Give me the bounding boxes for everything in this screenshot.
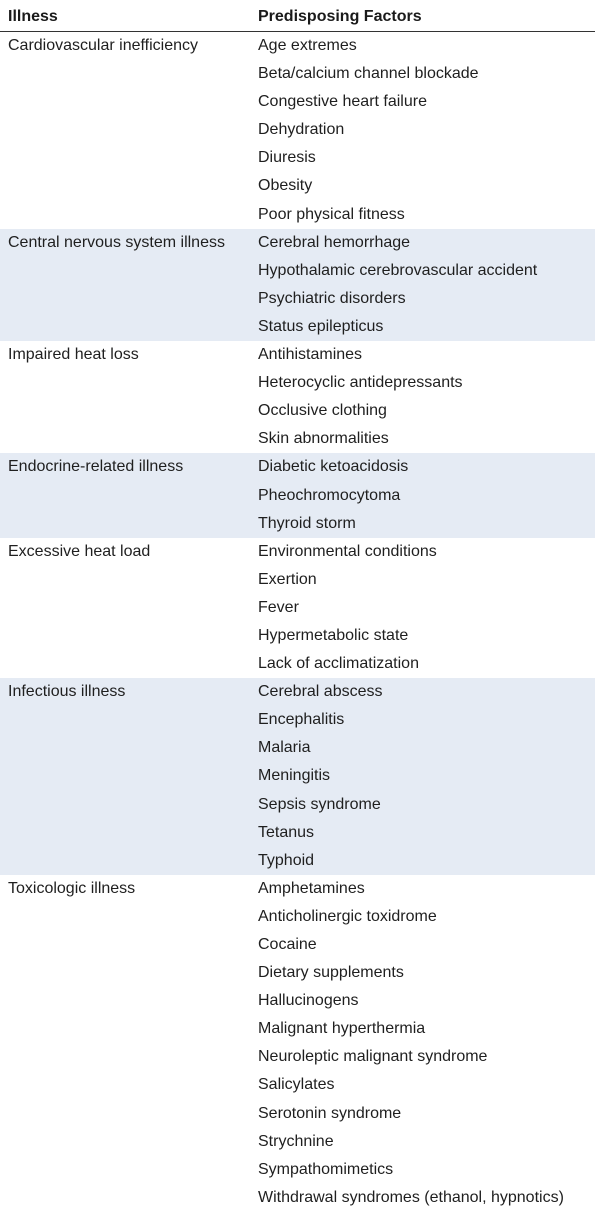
factor-item: Thyroid storm — [258, 514, 356, 532]
factor-item: Serotonin syndrome — [258, 1104, 402, 1122]
factors-cell — [250, 453, 595, 537]
factor-item: Beta/calcium channel blockade — [258, 65, 479, 83]
factor-item: Strychnine — [258, 1132, 334, 1150]
factor-item: Malignant hyperthermia — [258, 1020, 426, 1038]
factor-item: Lack of acclimatization — [258, 655, 419, 673]
factor-item: Hypothalamic cerebrovascular accident — [258, 261, 538, 279]
factor-item: Cocaine — [258, 936, 317, 953]
factor-item: Occlusive clothing — [258, 402, 387, 420]
illness-cell: Toxicologic illness — [8, 879, 136, 897]
illness-cell: Cardiovascular inefficiency — [8, 37, 199, 54]
factor-item: Antihistamines — [258, 346, 363, 364]
factor-item: Obesity — [258, 177, 313, 195]
table-header — [0, 0, 595, 32]
factor-item: Sepsis syndrome — [258, 795, 381, 813]
factor-item: Cerebral hemorrhage — [258, 233, 411, 251]
factors-cell — [250, 32, 595, 229]
factor-item: Heterocyclic antidepressants — [258, 374, 463, 392]
factor-item: Tetanus — [258, 823, 315, 841]
factor-item: Pheochromocytoma — [258, 486, 401, 504]
table-row-group — [0, 538, 595, 678]
factor-item: Skin abnormalities — [258, 430, 389, 448]
factor-item: Malaria — [258, 739, 311, 757]
illness-cell: Impaired heat loss — [8, 346, 139, 364]
illness-cell: Infectious illness — [8, 683, 126, 701]
factor-item: Neuroleptic malignant syndrome — [258, 1048, 488, 1066]
factor-item: Dehydration — [258, 121, 345, 139]
factor-item: Poor physical fitness — [258, 205, 405, 223]
factors-cell — [250, 538, 595, 678]
factor-item: Typhoid — [258, 851, 315, 869]
factor-item: Environmental conditions — [258, 542, 437, 560]
factor-item: Hypermetabolic state — [258, 626, 409, 644]
factor-item: Encephalitis — [258, 711, 345, 729]
table-row-group — [0, 678, 595, 875]
factor-item: Diabetic ketoacidosis — [258, 458, 409, 476]
table-row-group — [0, 875, 595, 1212]
factor-item: Fever — [258, 598, 299, 616]
table-row-group — [0, 341, 595, 453]
factors-cell — [250, 875, 595, 1212]
illness-cell: Endocrine-related illness — [8, 458, 184, 476]
factor-item: Age extremes — [258, 37, 357, 54]
header-illness: Illness — [8, 8, 58, 25]
factors-cell — [250, 229, 595, 341]
table-row-group — [0, 453, 595, 537]
header-predisposing-factors: Predisposing Factors — [258, 8, 422, 25]
factor-item: Salicylates — [258, 1076, 335, 1094]
table-row-group — [0, 32, 595, 229]
illness-cell: Central nervous system illness — [8, 233, 225, 251]
factor-item: Psychiatric disorders — [258, 289, 406, 307]
factor-item: Withdrawal syndromes (ethanol, hypnotics) — [258, 1188, 564, 1206]
factor-item: Exertion — [258, 570, 317, 588]
factor-item: Sympathomimetics — [258, 1160, 394, 1178]
factor-item: Status epilepticus — [258, 317, 384, 335]
factor-item: Hallucinogens — [258, 992, 359, 1010]
factor-item: Amphetamines — [258, 879, 365, 897]
factor-item: Diuresis — [258, 149, 316, 167]
illness-cell: Excessive heat load — [8, 542, 151, 560]
factor-item: Anticholinergic toxidrome — [258, 907, 437, 925]
factor-item: Cerebral abscess — [258, 683, 383, 701]
factors-cell — [250, 341, 595, 453]
factors-cell — [250, 678, 595, 875]
factor-item: Congestive heart failure — [258, 93, 427, 111]
table-row-group — [0, 229, 595, 341]
factor-item: Dietary supplements — [258, 964, 404, 982]
factor-item: Meningitis — [258, 767, 331, 785]
